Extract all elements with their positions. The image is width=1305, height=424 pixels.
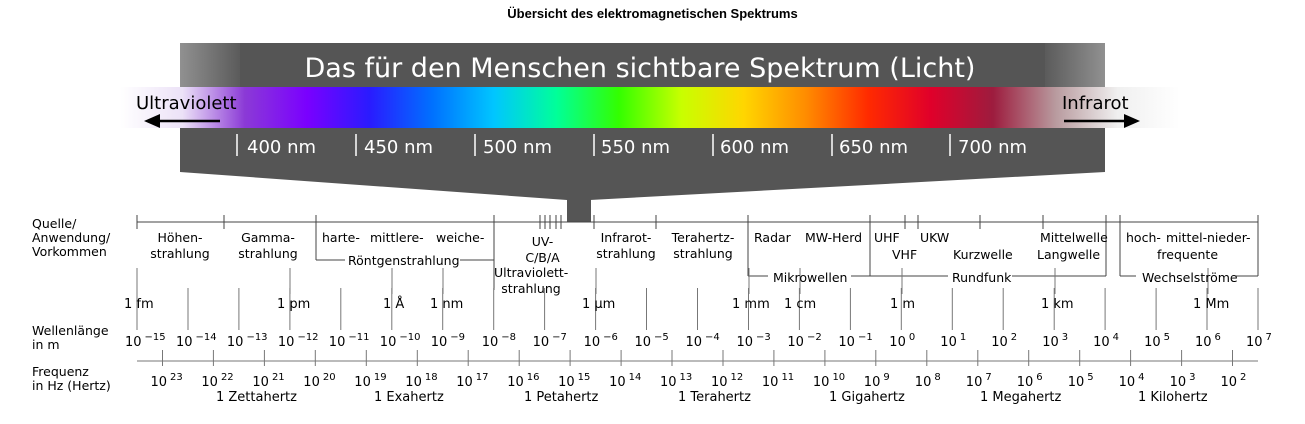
frequency-exponent: 10 $^{15}$ — [558, 372, 591, 390]
source-harte: harte- — [322, 230, 360, 245]
wavelength-exponent: 10 $^{-9}$ — [430, 332, 465, 350]
unit-label: 1 pm — [277, 297, 311, 312]
source-infrarotstrahlung: Infrarot- strahlung — [596, 230, 656, 261]
source-nieder: nieder- — [1207, 230, 1251, 245]
frequency-unit: 1 Zettahertz — [216, 390, 297, 405]
frequency-exponent: 10 $^{12}$ — [711, 372, 744, 390]
frequency-unit: 1 Petahertz — [524, 390, 599, 405]
unit-ticks — [137, 268, 1208, 294]
source-mittlere: mittlere- — [370, 230, 424, 245]
wavelength-exponent: 10 $^{-12}$ — [277, 332, 319, 350]
wavelength-exponent: 10 $^5$ — [1144, 332, 1171, 350]
frequency-exponent: 10 $^{19}$ — [354, 372, 387, 390]
frequency-exponent: 10 $^{13}$ — [660, 372, 693, 390]
visible-heading: Das für den Menschen sichtbare Spektrum (Licht) — [304, 53, 976, 84]
frequency-unit: 1 Terahertz — [678, 390, 751, 405]
source-mittel: mittel- — [1166, 230, 1208, 245]
nm-label: 600 nm — [720, 137, 790, 158]
wavelength-row-label: Wellenlänge in m — [32, 323, 109, 352]
wavelength-exponent: 10 $^{-14}$ — [176, 332, 217, 350]
source-mikrowellen: Mikrowellen — [773, 270, 848, 285]
nm-label: 450 nm — [364, 137, 434, 158]
source-rundfunk: Rundfunk — [952, 270, 1012, 285]
source-uv-cba: UV- C/B/A — [525, 234, 560, 265]
wavelength-exponent: 10 $^6$ — [1195, 332, 1221, 350]
nm-label: 500 nm — [483, 137, 553, 158]
frequency-unit: 1 Megahertz — [980, 390, 1062, 405]
nm-label: 550 nm — [601, 137, 671, 158]
wavelength-exponent: 10 $^{-11}$ — [328, 332, 370, 350]
source-kurzwelle: Kurzwelle — [953, 247, 1013, 262]
wavelength-exponent: 10 $^{-13}$ — [226, 332, 268, 350]
source-wechselstroeme: Wechselströme — [1142, 270, 1238, 285]
source-hoehenstrahlung: Höhen- strahlung — [150, 230, 210, 261]
frequency-exponent: 10 $^{21}$ — [252, 372, 285, 390]
frequency-exponent: 10 $^9$ — [863, 372, 890, 390]
unit-label: 1 km — [1041, 297, 1074, 312]
ultraviolet-label: Ultraviolett — [136, 93, 237, 114]
nm-label: 400 nm — [247, 137, 317, 158]
nm-label: 700 nm — [958, 137, 1028, 158]
unit-label: 1 Å — [383, 297, 405, 312]
source-hoch: hoch- — [1126, 230, 1161, 245]
frequency-exponent: 10 $^5$ — [1067, 372, 1094, 390]
wavelength-exponent: 10 $^{-5}$ — [634, 332, 669, 350]
wavelength-exponent: 10 $^3$ — [1042, 332, 1069, 350]
source-terahertzstrahlung: Terahertz- strahlung — [671, 230, 735, 261]
source-mw-herd: MW-Herd — [805, 230, 863, 245]
source-ultraviolettstrahlung: Ultraviolett- strahlung — [494, 265, 569, 296]
source-mittelwelle: Mittelwelle — [1040, 230, 1108, 245]
source-weiche: weiche- — [436, 230, 485, 245]
frequency-exponent: 10 $^{22}$ — [201, 372, 234, 390]
wavelength-exponent: 10 $^{-6}$ — [583, 332, 618, 350]
frequency-unit: 1 Kilohertz — [1138, 390, 1208, 405]
wavelength-exponent: 10 $^{-3}$ — [736, 332, 771, 350]
frequency-exponent: 10 $^2$ — [1220, 372, 1247, 390]
nm-label: 650 nm — [839, 137, 909, 158]
source-langwelle: Langwelle — [1037, 247, 1101, 262]
wavelength-exponent: 10 $^{-1}$ — [838, 332, 873, 350]
frequency-exponent: 10 $^4$ — [1118, 372, 1145, 390]
wavelength-exponent: 10 $^{-4}$ — [685, 332, 720, 350]
frequency-row-label: Frequenz in Hz (Hertz) — [32, 364, 111, 393]
source-frequente: frequente — [1157, 247, 1219, 262]
frequency-exponent: 10 $^{11}$ — [761, 372, 795, 390]
frequency-exponent: 10 $^{23}$ — [150, 372, 183, 390]
unit-label: 1 µm — [582, 297, 616, 312]
frequency-exponent: 10 $^6$ — [1016, 372, 1043, 390]
frequency-exponent: 10 $^7$ — [965, 372, 992, 390]
frequency-exponent: 10 $^{20}$ — [303, 372, 336, 390]
unit-label: 1 m — [890, 297, 916, 312]
wavelength-exponent: 10 $^{-8}$ — [481, 332, 516, 350]
frequency-exponent: 10 $^8$ — [914, 372, 941, 390]
unit-label: 1 cm — [784, 297, 817, 312]
unit-label: 1 nm — [430, 297, 464, 312]
funnel-stem — [567, 199, 591, 222]
unit-label: 1 mm — [732, 297, 770, 312]
wavelength-exponent: 10 $^4$ — [1093, 332, 1120, 350]
unit-label: 1 fm — [124, 297, 154, 312]
wavelength-exponent: 10 $^{-10}$ — [379, 332, 421, 350]
page-title: Übersicht des elektromagnetischen Spektrums — [507, 6, 798, 21]
source-gammastrahlung: Gamma- strahlung — [238, 230, 298, 261]
visible-spectrum-strip — [120, 87, 1180, 128]
frequency-exponent: 10 $^3$ — [1169, 372, 1196, 390]
frequency-exponent: 10 $^{10}$ — [812, 372, 846, 390]
frequency-exponent: 10 $^{14}$ — [609, 372, 642, 390]
wavelength-exponent: 10 $^{-7}$ — [532, 332, 567, 350]
source-row-label: Quelle/ Anwendung/ Vorkommen — [32, 216, 111, 259]
frequency-exponent: 10 $^{17}$ — [456, 372, 489, 390]
infrared-label: Infrarot — [1062, 93, 1129, 114]
wavelength-exponent: 10 $^2$ — [991, 332, 1018, 350]
frequency-exponent: 10 $^{16}$ — [507, 372, 540, 390]
wavelength-exponent: 10 $^1$ — [940, 332, 967, 350]
unit-label: 1 Mm — [1193, 297, 1230, 312]
source-ukw: UKW — [920, 230, 950, 245]
frequency-exponent: 10 $^{18}$ — [405, 372, 438, 390]
source-uhf: UHF — [874, 230, 900, 245]
frequency-unit: 1 Gigahertz — [829, 390, 905, 405]
source-roentgenstrahlung: Röntgenstrahlung — [348, 253, 460, 268]
wavelength-exponent: 10 $^7$ — [1246, 332, 1272, 350]
source-radar: Radar — [754, 230, 791, 245]
wavelength-exponent: 10 $^{-2}$ — [787, 332, 822, 350]
funnel — [180, 172, 1105, 200]
wavelength-exponent: 10 $^{-15}$ — [125, 332, 166, 350]
wavelength-exponent: 10 $^0$ — [889, 332, 916, 350]
source-vhf: VHF — [892, 247, 918, 262]
frequency-unit: 1 Exahertz — [374, 390, 444, 405]
